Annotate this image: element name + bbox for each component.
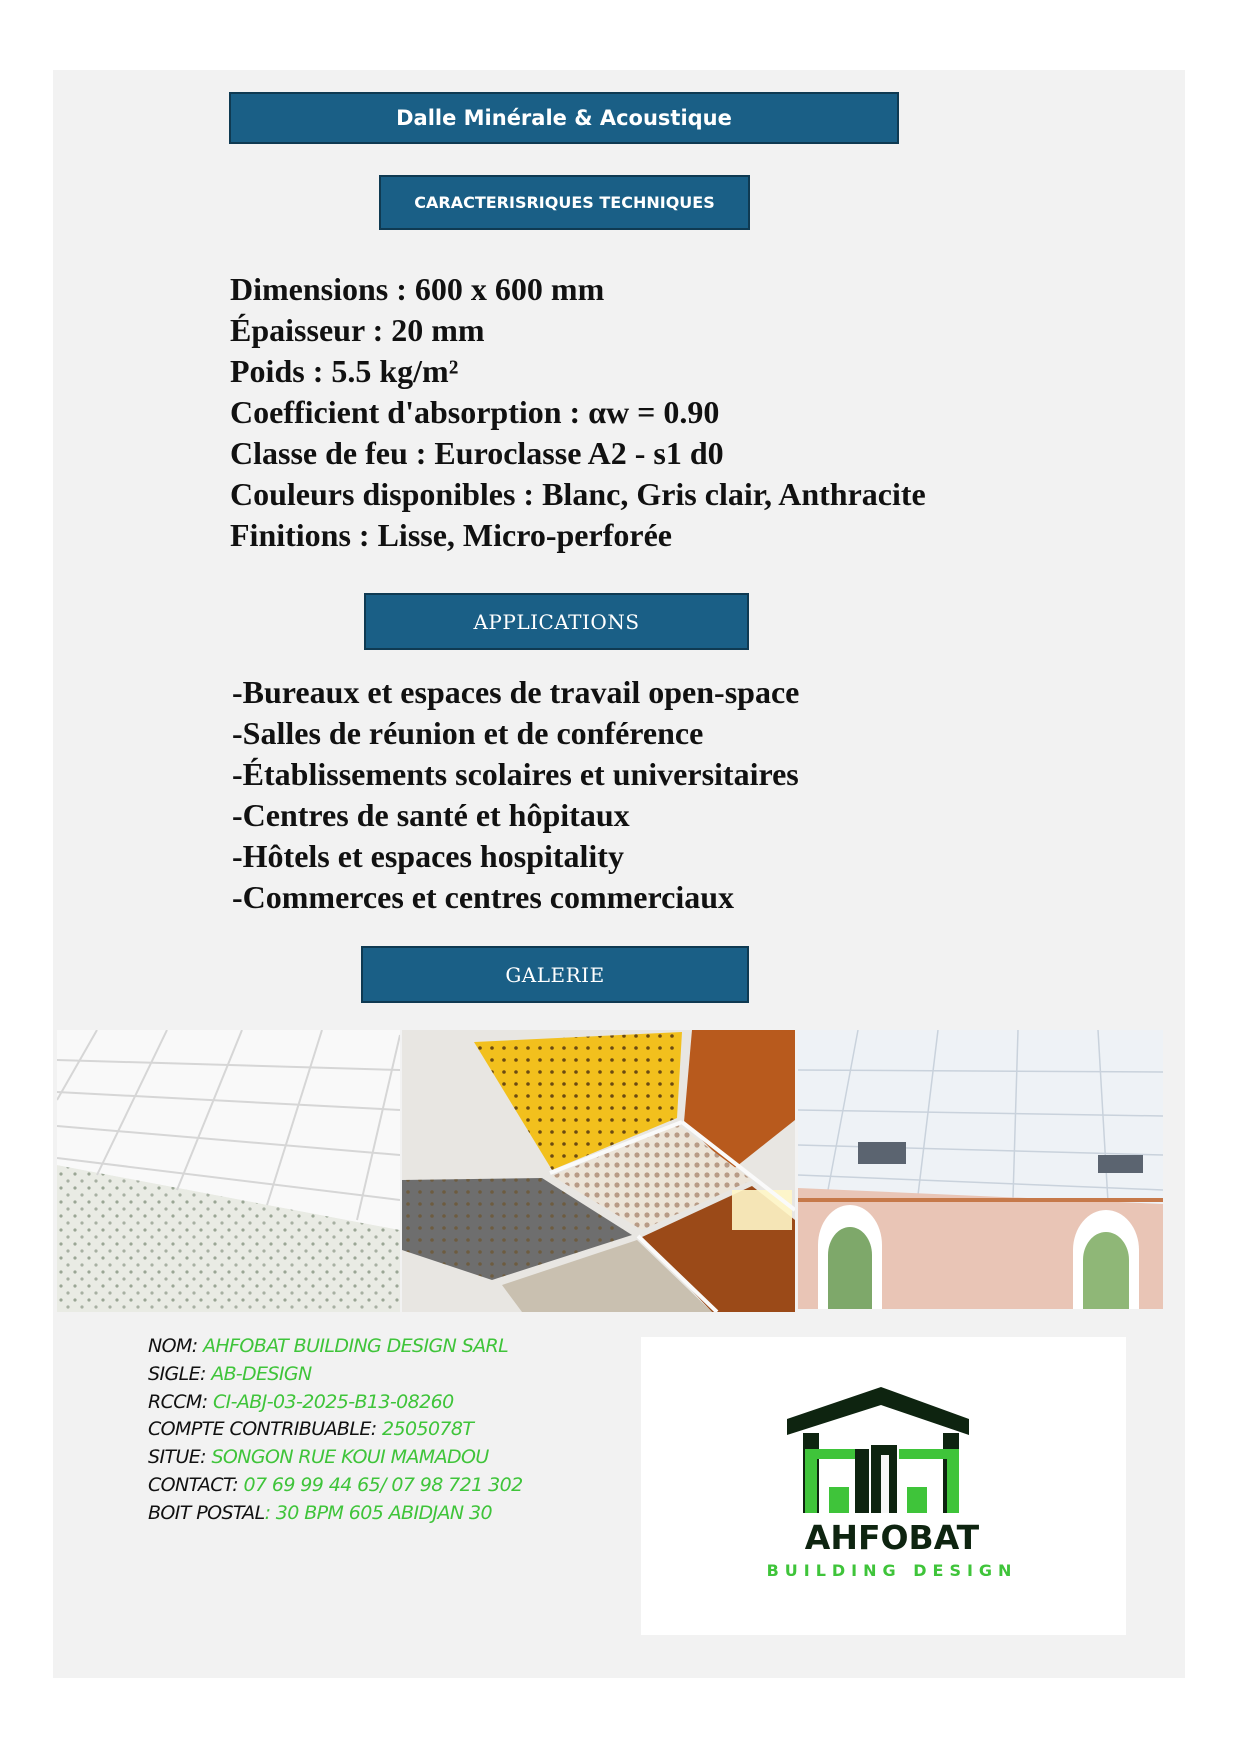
application-item: -Salles de réunion et de conférence xyxy=(232,715,704,751)
application-item: -Bureaux et espaces de travail open-space xyxy=(232,674,800,710)
company-postal-label: BOIT POSTAL xyxy=(148,1501,265,1524)
spec-item-thickness: Épaisseur : 20 mm xyxy=(230,312,485,348)
application-item: -Centres de santé et hôpitaux xyxy=(232,797,630,833)
application-item: -Établissements scolaires et universitaires xyxy=(232,756,799,792)
characteristics-heading-label: CARACTERISRIQUES TECHNIQUES xyxy=(414,193,715,212)
logo-tagline: BUILDING DESIGN xyxy=(766,1561,1018,1580)
company-postal-row xyxy=(148,1500,523,1528)
house-logo-icon xyxy=(787,1387,969,1513)
company-rccm-row xyxy=(148,1389,523,1417)
gallery-heading xyxy=(361,946,749,1003)
gallery-heading-label: GALERIE xyxy=(505,962,605,987)
company-tax-value: 2505078T xyxy=(381,1418,474,1441)
company-acronym-label: SIGLE: xyxy=(148,1362,212,1385)
company-acronym-value: AB-DESIGN xyxy=(211,1362,312,1385)
company-name-row xyxy=(148,1333,523,1361)
company-name-value: AHFOBAT BUILDING DESIGN SARL xyxy=(203,1335,509,1357)
spec-item-finishes: Finitions : Lisse, Micro-perforée xyxy=(230,517,672,553)
company-postal-value: : 30 BPM 605 ABIDJAN 30 xyxy=(264,1501,492,1524)
company-name-label: NOM: xyxy=(148,1335,204,1357)
application-list xyxy=(232,672,799,918)
company-location-row xyxy=(148,1444,523,1472)
company-location-label: SITUE: xyxy=(148,1446,212,1469)
company-rccm-value: CI-ABJ-03-2025-B13-08260 xyxy=(212,1390,454,1413)
spec-item-colors: Couleurs disponibles : Blanc, Gris clair, Anthracite xyxy=(230,476,926,512)
gallery-photo-classroom-ceiling xyxy=(798,1030,1163,1309)
company-rccm-label: RCCM: xyxy=(148,1390,213,1413)
company-tax-label: COMPTE CONTRIBUABLE: xyxy=(148,1418,382,1441)
company-logo xyxy=(641,1337,1126,1635)
gallery-photo-white-ceiling xyxy=(57,1030,400,1312)
spec-item-absorption: Coefficient d'absorption : αw = 0.90 xyxy=(230,394,720,430)
document-title-banner xyxy=(229,92,899,144)
gallery-photo-colored-tiles xyxy=(402,1030,795,1312)
application-item: -Commerces et centres commerciaux xyxy=(232,879,734,915)
company-contact-row xyxy=(148,1472,523,1500)
company-contact-label: CONTACT: xyxy=(148,1473,244,1496)
spec-list xyxy=(230,269,926,556)
spec-item-dimensions: Dimensions : 600 x 600 mm xyxy=(230,271,605,307)
application-item: -Hôtels et espaces hospitality xyxy=(232,838,624,874)
applications-heading xyxy=(364,593,749,650)
logo-name: AHFOBAT xyxy=(804,1518,980,1557)
company-location-value: SONGON RUE KOUI MAMADOU xyxy=(211,1446,489,1469)
spec-item-fire-class: Classe de feu : Euroclasse A2 - s1 d0 xyxy=(230,435,724,471)
company-tax-row xyxy=(148,1416,523,1444)
company-acronym-row xyxy=(148,1361,523,1389)
company-contact-value: 07 69 99 44 65/ 07 98 721 302 xyxy=(243,1473,523,1496)
spec-item-weight: Poids : 5.5 kg/m² xyxy=(230,353,459,389)
applications-heading-label: APPLICATIONS xyxy=(473,609,640,634)
document-title: Dalle Minérale & Acoustique xyxy=(396,106,732,130)
characteristics-heading xyxy=(379,175,750,230)
company-info xyxy=(148,1333,523,1528)
